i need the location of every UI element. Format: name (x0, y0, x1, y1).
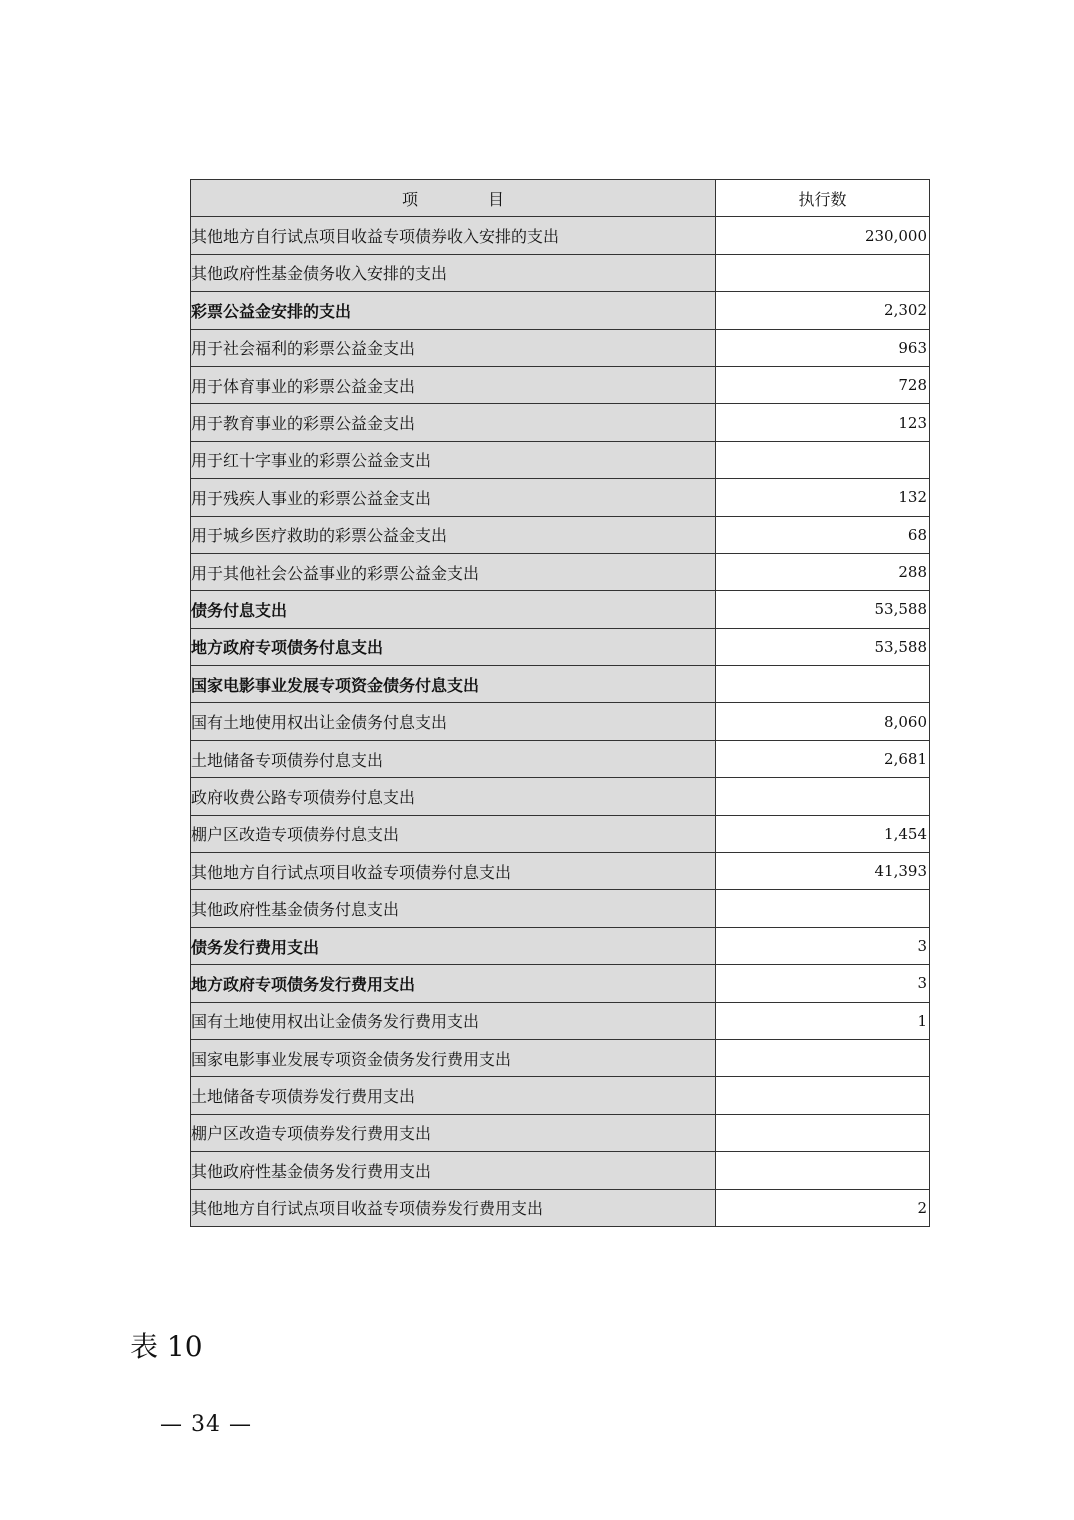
table-row (191, 815, 930, 852)
row-value (716, 890, 930, 927)
table-row (191, 254, 930, 291)
row-label: 地方政府专项债务付息支出 (191, 628, 716, 665)
row-label: 其他政府性基金债务收入安排的支出 (191, 254, 716, 291)
table-row (191, 740, 930, 777)
row-label: 彩票公益金安排的支出 (191, 292, 716, 329)
row-value: 2 (716, 1189, 930, 1226)
table-row (191, 366, 930, 403)
row-value: 3 (716, 927, 930, 964)
table-row (191, 1152, 930, 1189)
table-row (191, 778, 930, 815)
row-label: 土地储备专项债券发行费用支出 (191, 1077, 716, 1114)
row-label: 其他地方自行试点项目收益专项债券收入安排的支出 (191, 217, 716, 254)
row-value: 53,588 (716, 628, 930, 665)
row-label: 用于红十字事业的彩票公益金支出 (191, 441, 716, 478)
table-row (191, 1077, 930, 1114)
row-label: 其他地方自行试点项目收益专项债券发行费用支出 (191, 1189, 716, 1226)
row-label: 国家电影事业发展专项资金债务付息支出 (191, 666, 716, 703)
table-row (191, 703, 930, 740)
row-label: 用于体育事业的彩票公益金支出 (191, 366, 716, 403)
row-value (716, 1152, 930, 1189)
row-label: 棚户区改造专项债券发行费用支出 (191, 1114, 716, 1151)
row-label: 土地储备专项债券付息支出 (191, 740, 716, 777)
row-value (716, 778, 930, 815)
row-label: 地方政府专项债务发行费用支出 (191, 965, 716, 1002)
row-label: 国家电影事业发展专项资金债务发行费用支出 (191, 1039, 716, 1076)
table-row (191, 666, 930, 703)
row-value (716, 666, 930, 703)
header-item-part2: 目 (488, 189, 505, 209)
row-label: 用于残疾人事业的彩票公益金支出 (191, 479, 716, 516)
row-value: 68 (716, 516, 930, 553)
row-value: 41,393 (716, 853, 930, 890)
row-value: 2,302 (716, 292, 930, 329)
table-row (191, 1189, 930, 1226)
header-value-cell: 执行数 (716, 180, 930, 217)
table-row (191, 1039, 930, 1076)
table-row (191, 217, 930, 254)
row-label: 国有土地使用权出让金债务付息支出 (191, 703, 716, 740)
table-row (191, 329, 930, 366)
row-label: 债务发行费用支出 (191, 927, 716, 964)
row-value (716, 1039, 930, 1076)
header-item-part1: 项 (401, 189, 418, 209)
row-value (716, 1077, 930, 1114)
row-label: 国有土地使用权出让金债务发行费用支出 (191, 1002, 716, 1039)
row-value: 288 (716, 553, 930, 590)
header-item-cell (191, 180, 716, 217)
row-label: 用于其他社会公益事业的彩票公益金支出 (191, 553, 716, 590)
table-caption: 表 10 (130, 1330, 203, 1363)
row-label: 用于城乡医疗救助的彩票公益金支出 (191, 516, 716, 553)
row-value: 123 (716, 404, 930, 441)
row-value: 132 (716, 479, 930, 516)
table-row (191, 927, 930, 964)
row-value: 230,000 (716, 217, 930, 254)
row-value (716, 1114, 930, 1151)
row-label: 其他政府性基金债务付息支出 (191, 890, 716, 927)
row-label: 政府收费公路专项债券付息支出 (191, 778, 716, 815)
table-row (191, 890, 930, 927)
row-value: 1 (716, 1002, 930, 1039)
row-label: 其他政府性基金债务发行费用支出 (191, 1152, 716, 1189)
row-value: 3 (716, 965, 930, 1002)
row-label: 债务付息支出 (191, 591, 716, 628)
table-header-row (191, 180, 930, 217)
table-row (191, 553, 930, 590)
page-number: — 34 — (160, 1412, 252, 1437)
row-label: 棚户区改造专项债券付息支出 (191, 815, 716, 852)
table-row (191, 965, 930, 1002)
row-value: 2,681 (716, 740, 930, 777)
row-value: 1,454 (716, 815, 930, 852)
row-label: 用于社会福利的彩票公益金支出 (191, 329, 716, 366)
row-label: 其他地方自行试点项目收益专项债券付息支出 (191, 853, 716, 890)
table-row (191, 516, 930, 553)
row-value (716, 254, 930, 291)
row-label: 用于教育事业的彩票公益金支出 (191, 404, 716, 441)
row-value: 53,588 (716, 591, 930, 628)
row-value (716, 441, 930, 478)
table-row (191, 591, 930, 628)
table-row (191, 479, 930, 516)
table-row (191, 853, 930, 890)
table-row (191, 1002, 930, 1039)
row-value: 963 (716, 329, 930, 366)
table-row (191, 1114, 930, 1151)
table-row (191, 441, 930, 478)
table-row (191, 628, 930, 665)
expenditure-table (190, 179, 930, 1227)
row-value: 728 (716, 366, 930, 403)
table-row (191, 404, 930, 441)
row-value: 8,060 (716, 703, 930, 740)
table-row (191, 292, 930, 329)
